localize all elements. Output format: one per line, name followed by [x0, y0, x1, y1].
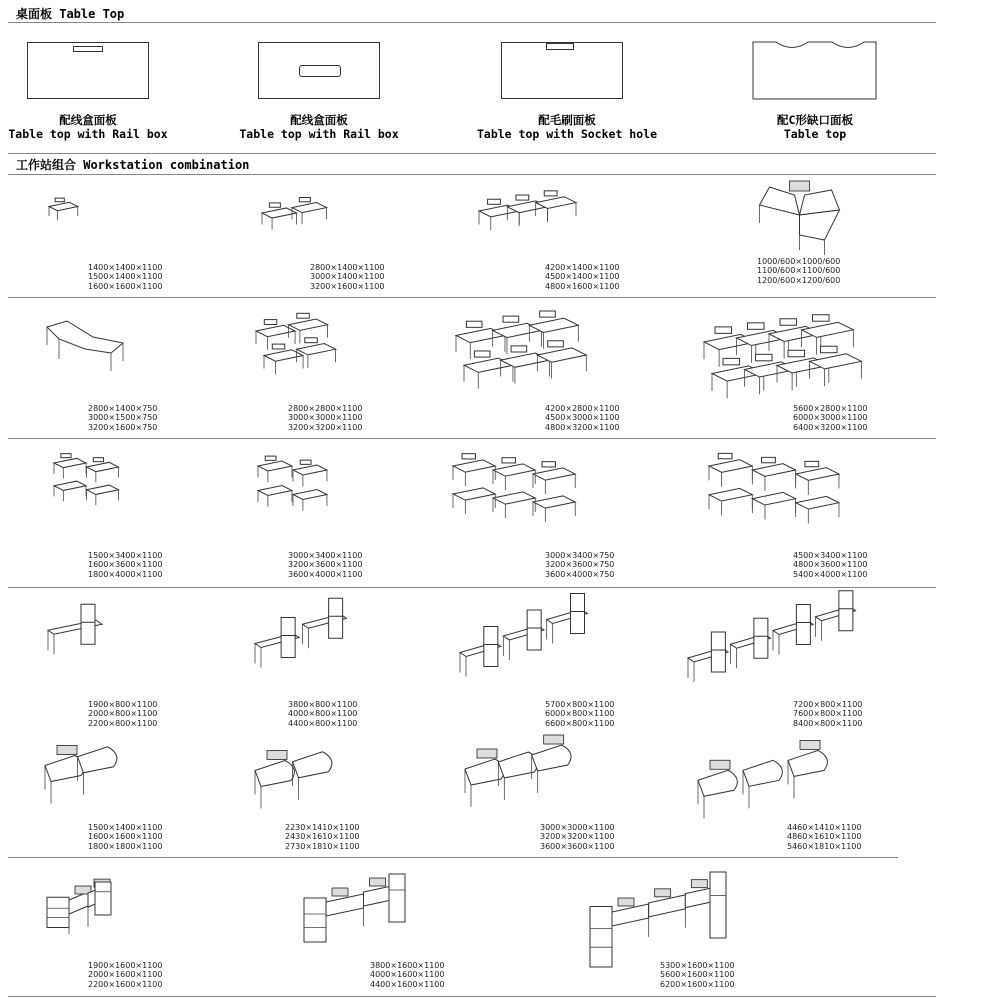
- caption-en: Table top with Rail box: [8, 127, 168, 141]
- dimension-line: 5460×1810×1100: [787, 841, 862, 851]
- caption-cn: 配线盒面板: [59, 113, 117, 127]
- dimension-line: 3200×3600×750: [545, 560, 615, 570]
- dimension-line: 1500×1400×1100: [88, 272, 163, 282]
- dimension-line: 7600×800×1100: [793, 709, 863, 719]
- dimension-line: 4200×2800×1100: [545, 404, 620, 413]
- dimension-line: 4460×1410×1100: [787, 823, 862, 832]
- dimension-line: 6200×1600×1100: [660, 979, 735, 989]
- dimension-line: 3800×800×1100: [288, 700, 358, 709]
- workstation-drawing: [252, 458, 342, 528]
- workstation-drawing: [45, 315, 125, 375]
- dimension-label: [545, 551, 614, 579]
- dimension-line: 2230×1410×1100: [285, 823, 360, 832]
- dimension-line: 3000×1500×750: [88, 413, 158, 423]
- divider: [8, 174, 936, 175]
- dimension-line: 4800×1600×1100: [545, 281, 620, 291]
- dimension-line: 1600×1600×1100: [88, 281, 163, 291]
- dimension-line: 3200×1600×750: [88, 422, 158, 432]
- workstation-drawing: [465, 742, 565, 802]
- workstation-drawing: [45, 190, 115, 245]
- caption-cn: 配C形缺口面板: [777, 113, 853, 127]
- divider: [8, 438, 936, 439]
- workstation-drawing: [752, 180, 847, 250]
- dimension-line: 2200×800×1100: [88, 718, 158, 728]
- dimension-label: [88, 823, 162, 851]
- table-top-caption-3: [447, 113, 687, 141]
- dimension-label: [545, 263, 619, 291]
- c-notch-table-top-drawing: [752, 41, 878, 101]
- dimension-label: [757, 257, 840, 285]
- dimension-line: 3800×1600×1100: [370, 961, 445, 970]
- workstation-drawing: [452, 310, 592, 395]
- dimension-line: 5600×1600×1100: [660, 970, 735, 980]
- workstation-drawing: [255, 605, 350, 675]
- workstation-drawing: [45, 878, 113, 933]
- dimension-line: 1500×3400×1100: [88, 551, 163, 560]
- dimension-label: [88, 263, 162, 291]
- dimension-line: 6000×3000×1100: [793, 413, 868, 423]
- dimension-label: [787, 823, 861, 851]
- caption-cn: 配毛刷面板: [538, 113, 596, 127]
- dimension-label: [88, 961, 162, 989]
- workstation-drawing: [475, 190, 590, 260]
- dimension-line: 1600×1600×1100: [88, 832, 163, 842]
- dimension-line: 1800×1800×1100: [88, 841, 163, 851]
- dimension-line: 4400×1600×1100: [370, 979, 445, 989]
- dimension-label: [540, 823, 614, 851]
- dimension-line: 6600×800×1100: [545, 718, 615, 728]
- dimension-line: 3000×3000×1100: [288, 413, 363, 423]
- dimension-line: 3600×4000×750: [545, 569, 615, 579]
- caption-en: Table top with Rail box: [239, 127, 399, 141]
- socket-hole: [546, 43, 574, 50]
- dimension-label: [310, 263, 384, 291]
- dimension-line: 4200×1400×1100: [545, 263, 620, 272]
- dimension-line: 2800×1400×1100: [310, 263, 385, 272]
- divider: [8, 587, 936, 588]
- dimension-line: 3600×4000×1100: [288, 569, 363, 579]
- table-top-caption-4: [695, 113, 935, 141]
- dimension-line: 8400×800×1100: [793, 718, 863, 728]
- dimension-line: 3600×3600×1100: [540, 841, 615, 851]
- dimension-line: 1100/600×1100/600: [757, 266, 841, 276]
- workstation-drawing: [703, 458, 853, 540]
- table-top-caption-2: [199, 113, 439, 141]
- dimension-line: 2800×2800×1100: [288, 404, 363, 413]
- socket-hole-table-top-drawing: [501, 42, 623, 99]
- dimension-line: 3200×1600×1100: [310, 281, 385, 291]
- dimension-line: 3200×3200×1100: [288, 422, 363, 432]
- workstation-drawing: [698, 742, 833, 827]
- table-top-caption-1: [0, 113, 208, 141]
- dimension-line: 3000×3000×1100: [540, 823, 615, 832]
- dimension-line: 5300×1600×1100: [660, 961, 735, 970]
- divider: [8, 996, 936, 997]
- workstation-drawing: [258, 195, 348, 255]
- dimension-line: 5400×4000×1100: [793, 569, 868, 579]
- dimension-line: 4000×800×1100: [288, 709, 358, 719]
- dimension-label: [793, 404, 867, 432]
- dimension-label: [545, 404, 619, 432]
- dimension-line: 2800×1400×750: [88, 404, 158, 413]
- dimension-line: 2200×1600×1100: [88, 979, 163, 989]
- caption-en: Table top with Socket hole: [476, 127, 657, 141]
- dimension-label: [285, 823, 359, 851]
- caption-en: Table top: [783, 127, 847, 141]
- dimension-line: 4500×3000×1100: [545, 413, 620, 423]
- dimension-line: 2000×800×1100: [88, 709, 158, 719]
- dimension-line: 6400×3200×1100: [793, 422, 868, 432]
- rail-box-table-top-drawing: [258, 42, 380, 99]
- dimension-label: [660, 961, 734, 989]
- dimension-line: 2730×1810×1100: [285, 841, 360, 851]
- dimension-label: [88, 551, 162, 579]
- dimension-line: 1500×1400×1100: [88, 823, 163, 832]
- dimension-line: 3200×3200×1100: [540, 832, 615, 842]
- workstation-heading: 工作站组合 Workstation combination: [16, 158, 250, 172]
- dimension-label: [288, 551, 362, 579]
- dimension-line: 1900×800×1100: [88, 700, 158, 709]
- workstation-drawing: [700, 315, 860, 405]
- caption-cn: 配线盒面板: [290, 113, 348, 127]
- dimension-line: 4800×3600×1100: [793, 560, 868, 570]
- workstation-drawing: [302, 870, 407, 950]
- workstation-drawing: [48, 455, 133, 520]
- dimension-label: [88, 404, 157, 432]
- dimension-line: 1900×1600×1100: [88, 961, 163, 970]
- dimension-line: 4400×800×1100: [288, 718, 358, 728]
- dimension-line: 2000×1600×1100: [88, 970, 163, 980]
- dimension-line: 1200/600×1200/600: [757, 275, 841, 285]
- divider: [8, 153, 936, 154]
- dimension-line: 2430×1610×1100: [285, 832, 360, 842]
- dimension-line: 5600×2800×1100: [793, 404, 868, 413]
- dimension-label: [370, 961, 444, 989]
- dimension-line: 3000×3400×750: [545, 551, 615, 560]
- rail-box-slot: [299, 65, 341, 77]
- dimension-label: [288, 404, 362, 432]
- workstation-drawing: [460, 603, 590, 693]
- dimension-line: 5700×800×1100: [545, 700, 615, 709]
- workstation-drawing: [45, 743, 110, 793]
- dimension-line: 4860×1610×1100: [787, 832, 862, 842]
- dimension-label: [793, 700, 862, 728]
- divider: [8, 857, 898, 858]
- divider: [8, 297, 936, 298]
- dimension-line: 6000×800×1100: [545, 709, 615, 719]
- dimension-line: 1000/600×1000/600: [757, 257, 841, 266]
- workstation-drawing: [255, 748, 330, 798]
- dimension-line: 3000×3400×1100: [288, 551, 363, 560]
- rail-box-table-top-drawing: [27, 42, 149, 99]
- dimension-label: [288, 700, 357, 728]
- rail-box-slot: [73, 46, 103, 52]
- dimension-line: 3200×3600×1100: [288, 560, 363, 570]
- dimension-line: 7200×800×1100: [793, 700, 863, 709]
- dimension-line: 4500×1400×1100: [545, 272, 620, 282]
- dimension-label: [545, 700, 614, 728]
- workstation-drawing: [447, 458, 587, 538]
- dimension-line: 4000×1600×1100: [370, 970, 445, 980]
- dimension-line: 1800×4000×1100: [88, 569, 163, 579]
- dimension-line: 4500×3400×1100: [793, 551, 868, 560]
- dimension-label: [88, 700, 157, 728]
- dimension-label: [793, 551, 867, 579]
- workstation-drawing: [48, 600, 108, 655]
- dimension-line: 1600×3600×1100: [88, 560, 163, 570]
- dimension-line: 1400×1400×1100: [88, 263, 163, 272]
- workstation-drawing: [688, 603, 858, 703]
- divider: [8, 22, 936, 23]
- dimension-line: 4800×3200×1100: [545, 422, 620, 432]
- dimension-line: 3000×1400×1100: [310, 272, 385, 282]
- table-top-heading: 桌面板 Table Top: [16, 7, 125, 21]
- workstation-drawing: [252, 310, 347, 380]
